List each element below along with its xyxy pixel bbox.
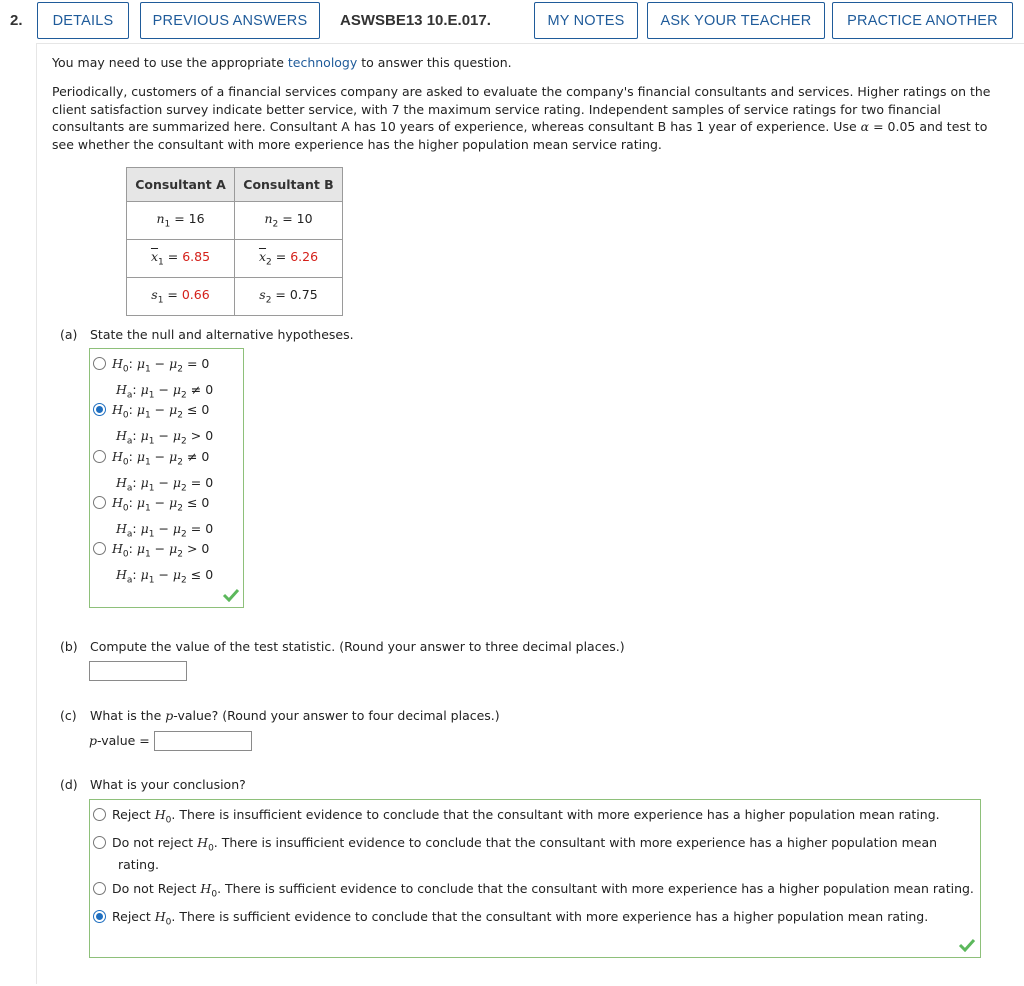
hypothesis-option-1-radio[interactable] [93,357,106,370]
hypothesis-option-1: $H_0$: $\mu_1 - \mu_2 = 0$ $H_a$: $\mu_1 - \mu_2 \ne 0$ [112,356,214,400]
header-divider [36,43,1024,44]
conclusion-option-1: Reject $H_0$. There is insufficient evidence to conclude that the consultant with more experience has a higher population mean rating. [112,807,940,826]
part-a-prompt: (a) State the null and alternative hypotheses. [60,327,354,342]
part-b-prompt: (b) Compute the value of the test statistic. (Round your answer to three decimal places.) [60,639,625,654]
question-number: 2. [10,12,23,29]
part-d-prompt: (d) What is your conclusion? [60,777,246,792]
p-value-label: p-value = [89,733,150,748]
s2-cell: $s_2 = 0.75$ [235,278,343,316]
hypothesis-option-4-radio[interactable] [93,496,106,509]
p-value-input[interactable] [154,731,252,751]
conclusion-option-3-radio[interactable] [93,882,106,895]
previous-answers-button[interactable]: PREVIOUS ANSWERS [140,2,320,39]
part-c-prompt: (c) What is the p-value? (Round your answer to four decimal places.) [60,708,500,723]
summary-table [126,167,343,316]
conclusion-option-4-radio[interactable] [93,910,106,923]
intro-text: You may need to use the appropriate technology to answer this question. [52,55,512,70]
conclusion-option-4: Reject $H_0$. There is sufficient evidence to conclude that the consultant with more experience has a higher population mean rating. [112,909,929,928]
part-d-check-icon [958,938,976,952]
conclusion-option-2-radio[interactable] [93,836,106,849]
consultant-a-header: Consultant A [127,168,235,202]
x1-cell: $\overline{x}_1 = 6.85$ [127,240,235,278]
conclusion-option-2: Do not reject $H_0$. There is insufficient evidence to conclude that the consultant with more experience has a higher population mean rating. [112,835,938,872]
hypothesis-option-2: $H_0$: $\mu_1 - \mu_2 \le 0$ $H_a$: $\mu_1 - \mu_2 > 0$ [112,402,214,446]
test-statistic-input[interactable] [89,661,187,681]
ask-your-teacher-button[interactable]: ASK YOUR TEACHER [647,2,825,39]
hypothesis-option-5-radio[interactable] [93,542,106,555]
hypothesis-option-5: $H_0$: $\mu_1 - \mu_2 > 0$ $H_a$: $\mu_1 - \mu_2 \le 0$ [112,541,214,585]
details-button[interactable]: DETAILS [37,2,129,39]
my-notes-button[interactable]: MY NOTES [534,2,638,39]
s1-cell: $s_1 = 0.66$ [127,278,235,316]
n1-cell: $n_1 = 16$ [127,202,235,240]
x2-cell: $\overline{x}_2 = 6.26$ [235,240,343,278]
n2-cell: $n_2 = 10$ [235,202,343,240]
hypothesis-option-4: $H_0$: $\mu_1 - \mu_2 \le 0$ $H_a$: $\mu_1 - \mu_2 = 0$ [112,495,214,539]
technology-link[interactable]: technology [287,55,358,70]
hypothesis-option-2-radio[interactable] [93,403,106,416]
question-id: ASWSBE13 10.E.017. [340,12,491,29]
hypothesis-option-3-radio[interactable] [93,450,106,463]
consultant-b-header: Consultant B [235,168,343,202]
hypothesis-option-3: $H_0$: $\mu_1 - \mu_2 \ne 0$ $H_a$: $\mu_1 - \mu_2 = 0$ [112,449,214,493]
part-a-check-icon [222,588,240,602]
conclusion-option-1-radio[interactable] [93,808,106,821]
practice-another-button[interactable]: PRACTICE ANOTHER [832,2,1013,39]
problem-statement: Periodically, customers of a financial services company are asked to evaluate the company's financial consultants and services. Higher ratings on the client satisfaction survey indicate better service, with 7 the maximum service rating. Independent samples of service ratings for two financial consultants are summarized here. Consultant A has 10 years of experience, whereas consultant B has 1 year of experience. Use α = 0.05 and test to see whether the consultant with more experience has the higher population mean service rating. [52,84,991,152]
conclusion-option-3: Do not Reject $H_0$. There is sufficient evidence to conclude that the consultant with more experience has a higher population mean rating. [112,881,974,900]
left-border [36,44,37,984]
